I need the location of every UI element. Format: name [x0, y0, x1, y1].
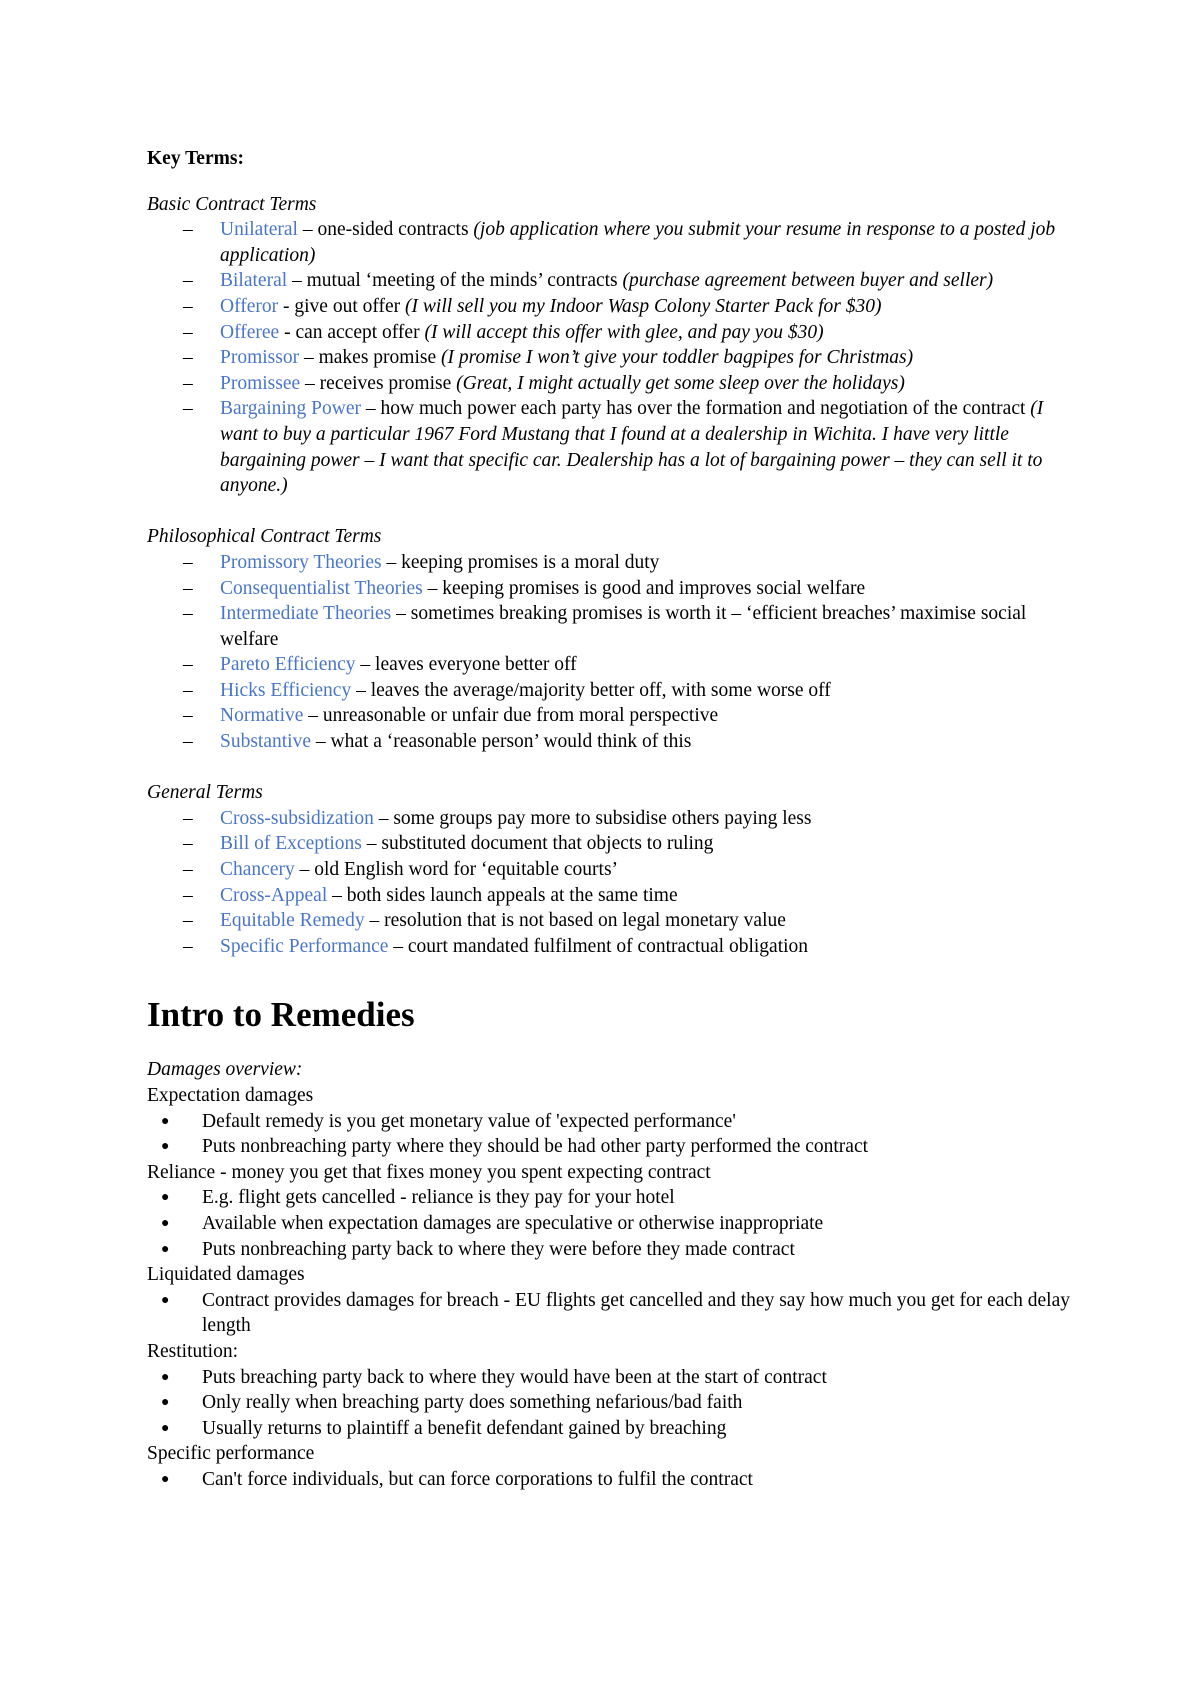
separator: –	[373, 807, 394, 829]
term-description: one-sided contracts	[317, 219, 474, 241]
specific-performance-heading: Specific performance	[147, 1443, 315, 1465]
separator: –	[381, 551, 402, 573]
general-terms-list	[147, 806, 1070, 960]
separator: –	[303, 705, 323, 727]
term: Chancery	[220, 859, 295, 881]
term-description: makes promise	[318, 347, 441, 369]
basic-terms-list	[147, 217, 1070, 499]
list-item	[147, 371, 1070, 397]
term: Normative	[220, 705, 304, 727]
dot-bullet: ●	[161, 1139, 170, 1155]
bullet-text: Usually returns to plaintiff a benefit defendant gained by breaching	[202, 1417, 727, 1439]
list-item	[147, 601, 1070, 652]
list-item	[147, 320, 1070, 346]
term: Consequentialist Theories	[220, 577, 423, 599]
damages-overview-heading: Damages overview:	[147, 1059, 303, 1081]
separator: –	[355, 654, 376, 676]
dash-bullet: –	[183, 935, 193, 957]
separator: –	[287, 270, 307, 292]
dash-bullet: –	[183, 859, 193, 881]
dot-bullet: ●	[161, 1395, 170, 1411]
dot-bullet: ●	[161, 1190, 170, 1206]
specific-performance-list	[147, 1467, 1070, 1493]
dash-bullet: –	[183, 679, 193, 701]
term-description: can accept offer	[295, 321, 425, 343]
term-description: receives promise	[319, 372, 457, 394]
reliance-heading: Reliance - money you get that fixes money you spent expecting contract	[147, 1161, 711, 1183]
term: Intermediate Theories	[220, 603, 392, 625]
list-item	[147, 576, 1070, 602]
list-item	[147, 1365, 1070, 1391]
dash-bullet: –	[183, 731, 193, 753]
list-item	[147, 678, 1070, 704]
dash-bullet: –	[183, 603, 193, 625]
separator: –	[299, 347, 319, 369]
bullet-text: Can't force individuals, but can force corporations to fulfil the contract	[202, 1468, 753, 1490]
bullet-text: Contract provides damages for breach - EU flights get cancelled and they say how much you get for each delay length	[202, 1289, 1070, 1337]
list-item	[147, 1467, 1070, 1493]
bullet-text: Default remedy is you get monetary value of 'expected performance'	[202, 1110, 736, 1132]
term-description: sometimes breaking promises is worth it – ‘efficient breaches’ maximise social welfare	[220, 603, 1027, 650]
remedies-heading: Intro to Remedies	[147, 995, 415, 1035]
term: Promissor	[220, 347, 300, 369]
dash-bullet: –	[183, 295, 193, 317]
term-description: leaves the average/majority better off, with some worse off	[370, 679, 831, 701]
dash-bullet: –	[183, 577, 193, 599]
term: Offeror	[220, 295, 279, 317]
list-item	[147, 217, 1070, 268]
separator: –	[351, 679, 371, 701]
separator: –	[364, 910, 385, 932]
term: Hicks Efficiency	[220, 679, 352, 701]
dash-bullet: –	[183, 551, 193, 573]
dash-bullet: –	[183, 321, 193, 343]
list-item	[147, 729, 1070, 755]
term-description: leaves everyone better off	[375, 654, 577, 676]
list-item	[147, 934, 1070, 960]
dash-bullet: –	[183, 833, 193, 855]
term: Bargaining Power	[220, 398, 361, 420]
term-description: both sides launch appeals at the same time	[346, 884, 678, 906]
list-item	[147, 1237, 1070, 1263]
separator: –	[422, 577, 443, 599]
list-item	[147, 908, 1070, 934]
list-item	[147, 883, 1070, 909]
list-item	[147, 345, 1070, 371]
term: Substantive	[220, 731, 311, 753]
dash-bullet: –	[183, 807, 193, 829]
term: Cross-subsidization	[220, 807, 374, 829]
term-description: unreasonable or unfair due from moral perspective	[322, 705, 719, 727]
dash-bullet: –	[183, 654, 193, 676]
dash-bullet: –	[183, 910, 193, 932]
bullet-text: Available when expectation damages are speculative or otherwise inappropriate	[202, 1212, 824, 1234]
separator: -	[279, 321, 296, 343]
term: Cross-Appeal	[220, 884, 328, 906]
term-example: (job application where you submit your resume in response to a posted job application)	[220, 219, 1056, 266]
term-description: how much power each party has over the formation and negotiation of the contract	[380, 398, 1031, 420]
separator: –	[327, 884, 347, 906]
list-item	[147, 1134, 1070, 1160]
expectation-list	[147, 1109, 1070, 1160]
list-item	[147, 1211, 1070, 1237]
dot-bullet: ●	[161, 1241, 170, 1257]
list-item	[147, 396, 1070, 498]
bullet-text: E.g. flight gets cancelled - reliance is they pay for your hotel	[202, 1187, 675, 1209]
dot-bullet: ●	[161, 1113, 170, 1129]
term-example: (I will sell you my Indoor Wasp Colony Starter Pack for $30)	[405, 295, 882, 317]
separator: -	[278, 295, 295, 317]
list-item	[147, 550, 1070, 576]
term-description: court mandated fulfilment of contractual obligation	[407, 935, 809, 957]
dash-bullet: –	[183, 398, 193, 420]
list-item	[147, 1288, 1070, 1339]
list-item	[147, 831, 1070, 857]
separator: –	[391, 603, 411, 625]
term-description: resolution that is not based on legal monetary value	[384, 910, 786, 932]
term-example: (I want to buy a particular 1967 Ford Mustang that I found at a dealership in Wichita. I have very little bargaining power – I want that specific car. Dealership has a lot of bargaining power – they can sell it to anyone.)	[220, 398, 1044, 497]
list-item	[147, 1109, 1070, 1135]
list-item	[147, 268, 1070, 294]
separator: –	[294, 859, 315, 881]
restitution-heading: Restitution:	[147, 1340, 239, 1362]
philosophical-terms-heading: Philosophical Contract Terms	[147, 526, 382, 548]
term: Unilateral	[220, 219, 298, 241]
dot-bullet: ●	[161, 1292, 170, 1308]
dot-bullet: ●	[161, 1420, 170, 1436]
key-terms-heading: Key Terms:	[147, 148, 244, 169]
term-example: (I promise I won’t give your toddler bagpipes for Christmas)	[441, 347, 914, 369]
list-item	[147, 1390, 1070, 1416]
separator: –	[388, 935, 408, 957]
separator: –	[361, 833, 382, 855]
liquidated-list	[147, 1288, 1070, 1339]
term-description: some groups pay more to subsidise others paying less	[393, 807, 812, 829]
term: Promissee	[220, 372, 301, 394]
term-example: (Great, I might actually get some sleep over the holidays)	[456, 372, 905, 394]
term: Offeree	[220, 321, 280, 343]
term-description: substituted document that objects to ruling	[381, 833, 714, 855]
philosophical-terms-list	[147, 550, 1070, 755]
dash-bullet: –	[183, 884, 193, 906]
bullet-text: Puts breaching party back to where they would have been at the start of contract	[202, 1366, 827, 1388]
term-example: (purchase agreement between buyer and seller)	[622, 270, 994, 292]
term-description: give out offer	[294, 295, 406, 317]
term-description: old English word for ‘equitable courts’	[314, 859, 619, 881]
separator: –	[311, 731, 331, 753]
dash-bullet: –	[183, 219, 193, 241]
restitution-list	[147, 1365, 1070, 1442]
term: Bilateral	[220, 270, 288, 292]
term: Specific Performance	[220, 935, 389, 957]
list-item	[147, 1185, 1070, 1211]
term-example: (I will accept this offer with glee, and pay you $30)	[424, 321, 824, 343]
term: Promissory Theories	[220, 551, 382, 573]
reliance-list	[147, 1185, 1070, 1262]
list-item	[147, 703, 1070, 729]
term-description: keeping promises is a moral duty	[401, 551, 660, 573]
dot-bullet: ●	[161, 1215, 170, 1231]
dash-bullet: –	[183, 270, 193, 292]
dash-bullet: –	[183, 347, 193, 369]
term-description: mutual ‘meeting of the minds’ contracts	[306, 270, 623, 292]
term: Pareto Efficiency	[220, 654, 356, 676]
separator: –	[361, 398, 381, 420]
term: Bill of Exceptions	[220, 833, 362, 855]
bullet-text: Puts nonbreaching party back to where they were before they made contract	[202, 1238, 795, 1260]
dot-bullet: ●	[161, 1471, 170, 1487]
list-item	[147, 294, 1070, 320]
expectation-heading: Expectation damages	[147, 1085, 314, 1106]
term-description: keeping promises is good and improves social welfare	[442, 577, 866, 599]
dash-bullet: –	[183, 372, 193, 394]
list-item	[147, 857, 1070, 883]
dash-bullet: –	[183, 705, 193, 727]
general-terms-heading: General Terms	[147, 782, 263, 804]
bullet-text: Puts nonbreaching party where they should be had other party performed the contract	[202, 1136, 869, 1158]
dot-bullet: ●	[161, 1369, 170, 1385]
separator: –	[297, 219, 318, 241]
list-item	[147, 1416, 1070, 1442]
term-description: what a ‘reasonable person’ would think of this	[330, 731, 692, 753]
liquidated-heading: Liquidated damages	[147, 1264, 305, 1286]
list-item	[147, 806, 1070, 832]
list-item	[147, 652, 1070, 678]
term: Equitable Remedy	[220, 910, 365, 932]
separator: –	[300, 372, 320, 394]
basic-terms-heading: Basic Contract Terms	[147, 193, 317, 215]
bullet-text: Only really when breaching party does something nefarious/bad faith	[202, 1392, 743, 1414]
